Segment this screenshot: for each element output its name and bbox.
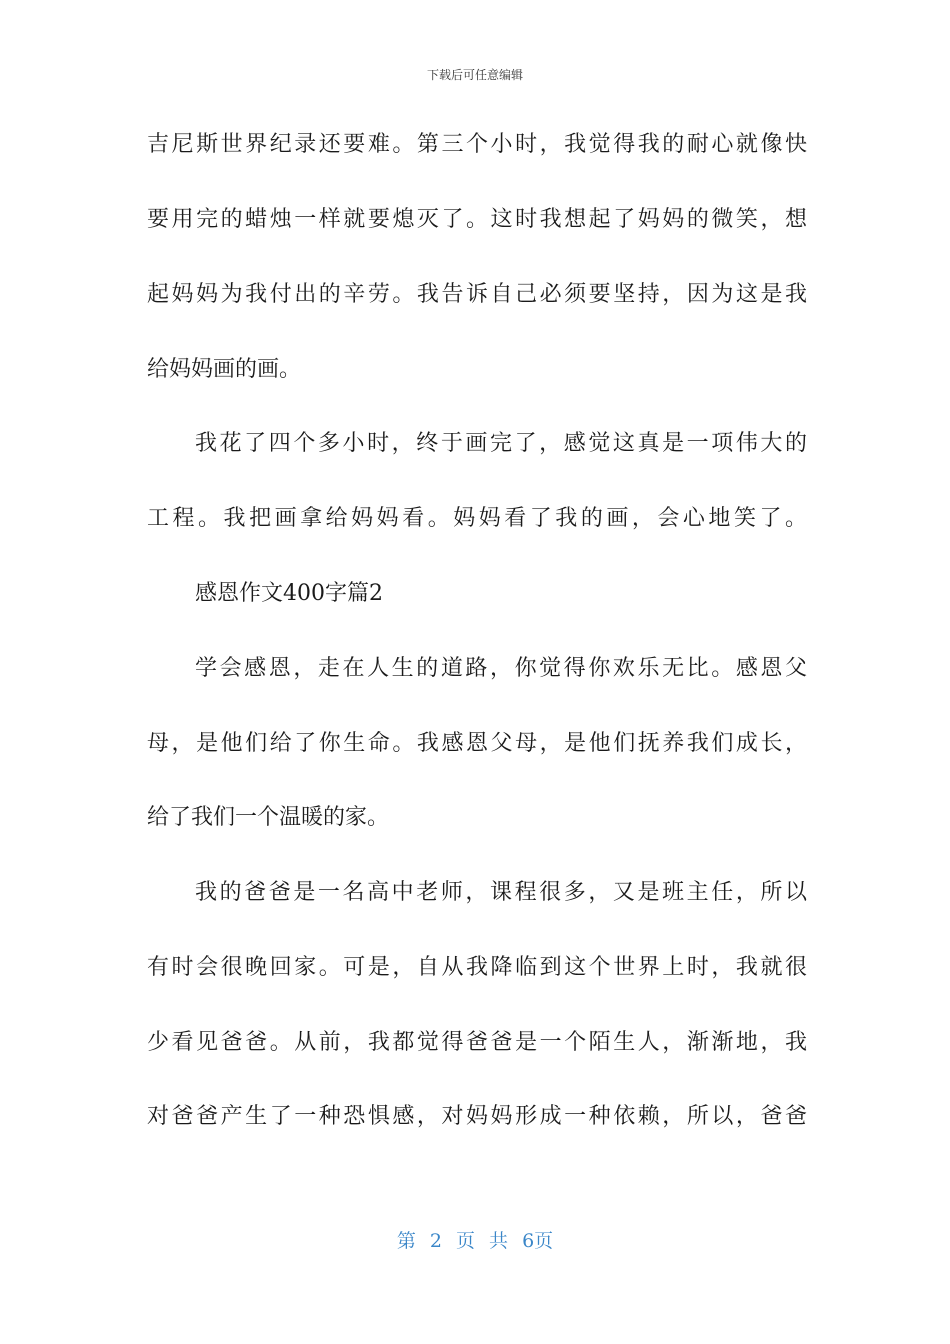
body-line-9: 母，是他们给了你生命。我感恩父母，是他们抚养我们成长， bbox=[147, 731, 807, 756]
body-line-6: 工程。我把画拿给妈妈看。妈妈看了我的画，会心地笑了。 bbox=[147, 506, 807, 531]
body-line-11: 我的爸爸是一名高中老师，课程很多，又是班主任，所以 bbox=[195, 880, 807, 905]
body-line-12: 有时会很晚回家。可是，自从我降临到这个世界上时，我就很 bbox=[147, 955, 807, 980]
body-line-2: 要用完的蜡烛一样就要熄灭了。这时我想起了妈妈的微笑，想 bbox=[147, 207, 807, 232]
body-line-3: 起妈妈为我付出的辛劳。我告诉自己必须要坚持，因为这是我 bbox=[147, 282, 807, 307]
body-line-13: 少看见爸爸。从前，我都觉得爸爸是一个陌生人，渐渐地，我 bbox=[147, 1030, 807, 1055]
body-line-1: 吉尼斯世界纪录还要难。第三个小时，我觉得我的耐心就像快 bbox=[147, 132, 807, 157]
body-line-10: 给了我们一个温暖的家。 bbox=[147, 805, 390, 830]
page-header: 下载后可任意编辑 bbox=[426, 68, 523, 82]
page-number-footer: 第 2 页 共 6页 bbox=[396, 1230, 554, 1252]
body-line-4: 给妈妈画的画。 bbox=[147, 357, 302, 382]
body-line-5: 我花了四个多小时，终于画完了，感觉这真是一项伟大的 bbox=[195, 431, 807, 456]
body-line-14: 对爸爸产生了一种恐惧感，对妈妈形成一种依赖，所以，爸爸 bbox=[147, 1104, 807, 1129]
section-heading: 感恩作文400字篇2 bbox=[195, 581, 383, 606]
body-line-8: 学会感恩，走在人生的道路，你觉得你欢乐无比。感恩父 bbox=[195, 656, 807, 681]
